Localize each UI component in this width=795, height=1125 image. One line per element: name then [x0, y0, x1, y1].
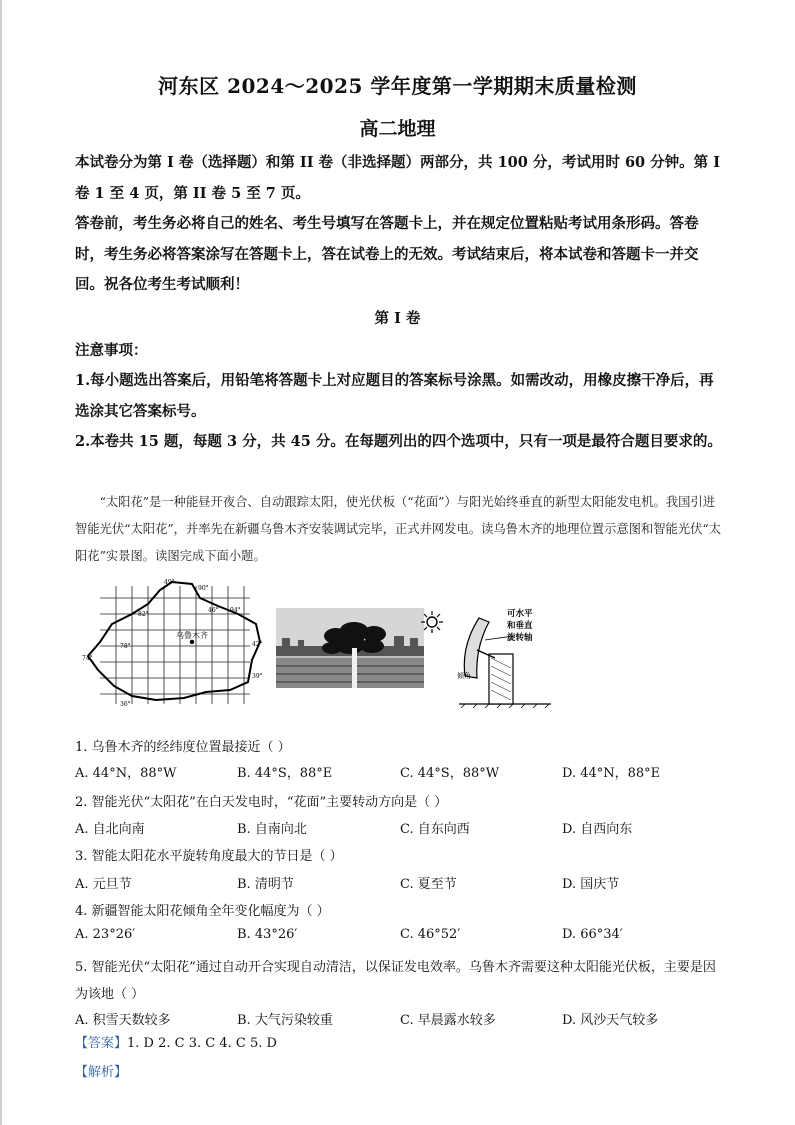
q3-option-d: D. 国庆节: [562, 877, 620, 892]
q4-option-a: A. 23°26′: [75, 927, 136, 942]
intro-paragraph: 本试卷分为第 I 卷（选择题）和第 II 卷（非选择题）两部分，共 100 分，考试用时 60 分钟。第 I 卷 1 至 4 页，第 II 卷 5 至 7 页。: [75, 154, 721, 202]
q4-option-d: D. 66°34′: [562, 927, 623, 942]
map-lat-39: 39°: [252, 673, 263, 680]
map-city-label: 乌鲁木齐: [176, 631, 208, 640]
q5-option-d: D. 风沙天气较多: [562, 1013, 659, 1028]
question-4-stem: 4. 新疆智能太阳花倾角全年变化幅度为（ ）: [75, 904, 330, 919]
q1-option-b: B. 44°S，88°E: [237, 766, 333, 781]
question-3-stem: 3. 智能太阳花水平旋转角度最大的节日是（ ）: [75, 849, 343, 864]
section-title: 第 I 卷: [374, 310, 421, 327]
sun-icon: [420, 610, 444, 634]
exam-title: 河东区 2024～2025 学年度第一学期期末质量检测: [158, 74, 637, 98]
axis-label-1: 可水平: [507, 609, 533, 619]
q5-option-a: A. 积雪天数较多: [75, 1013, 171, 1028]
urumqi-location-map: [80, 576, 265, 708]
q4-option-b: B. 43°26′: [237, 927, 298, 942]
map-lon-82: 82°: [138, 611, 149, 618]
notice-item-1: 1.每小题选出答案后，用铅笔将答题卡上对应题目的答案标号涂黑。如需改动，用橡皮擦干净后，再选涂其它答案标号。: [75, 372, 714, 420]
question-2-stem: 2. 智能光伏“太阳花”在白天发电时，“花面”主要转动方向是（ ）: [75, 795, 448, 810]
q2-option-a: A. 自北向南: [75, 822, 145, 837]
question-5-stem: 5. 智能光伏“太阳花”通过自动开合实现自动清洁，以保证发电效率。乌鲁木齐需要这种太阳能光伏板，主要是因为该地（ ）: [75, 960, 716, 1002]
page-edge: [0, 0, 2, 1125]
question-1-stem: 1. 乌鲁木齐的经纬度位置最接近（ ）: [75, 740, 291, 755]
q3-option-b: B. 清明节: [237, 877, 294, 892]
instructions-paragraph: 答卷前，考生务必将自己的姓名、考生号填写在答题卡上，并在规定位置粘贴考试用条形码。答卷时，考生务必将答案涂写在答题卡上，答在试卷上的无效。考试结束后，将本试卷和答题卡一并交回。祝各位考生考试顺利！: [75, 215, 699, 293]
q3-option-a: A. 元旦节: [75, 877, 132, 892]
map-lat-46: 46°: [208, 607, 219, 614]
q4-option-c: C. 46°52′: [400, 927, 461, 942]
subject-title: 高二地理: [359, 118, 436, 140]
q5-option-c: C. 早晨露水较多: [400, 1013, 496, 1028]
answer-label: 【答案】: [75, 1036, 128, 1051]
reading-passage: “太阳花”是一种能昼开夜合、自动跟踪太阳，使光伏板（“花面”）与阳光始终垂直的新型太阳能发电机。我国引进智能光伏“太阳花”，并率先在新疆乌鲁木齐安装调试完毕，正式并网发电。读乌鲁木齐的地理位置示意图和智能光伏“太阳花”实景图。读图完成下面小题。: [75, 495, 722, 563]
map-lat-36: 36°: [120, 701, 131, 708]
map-lat-42: 42°: [252, 641, 263, 648]
q2-option-d: D. 自西向东: [562, 822, 633, 837]
axis-label-3: 旋转轴: [507, 633, 533, 643]
tilt-label: 倾角: [457, 672, 471, 680]
map-lon-74: 74°: [82, 655, 93, 662]
analysis-label: 【解析】: [75, 1065, 128, 1080]
answer-key: [75, 1032, 277, 1051]
map-lat-49: 49°: [164, 579, 175, 586]
rotation-diagram: [455, 606, 555, 708]
sunflower-photo: [276, 608, 424, 688]
notice-item-2: 2.本卷共 15 题，每题 3 分，共 45 分。在每题列出的四个选项中，只有一项是最符合题目要求的。: [75, 433, 722, 450]
answer-text: 1. D 2. C 3. C 4. C 5. D: [127, 1036, 277, 1051]
q1-option-a: A. 44°N，88°W: [75, 766, 177, 781]
notice-heading: 注意事项：: [75, 342, 148, 359]
q2-option-c: C. 自东向西: [400, 822, 470, 837]
map-lon-90: 90°: [198, 585, 209, 592]
q2-option-b: B. 自南向北: [237, 822, 307, 837]
q1-option-c: C. 44°S，88°W: [400, 766, 500, 781]
q3-option-c: C. 夏至节: [400, 877, 457, 892]
map-lon-78: 78°: [120, 643, 131, 650]
axis-label-2: 和垂直: [507, 621, 533, 631]
map-lon-94: 94°: [230, 607, 241, 614]
q1-option-d: D. 44°N，88°E: [562, 766, 661, 781]
q5-option-b: B. 大气污染较重: [237, 1013, 333, 1028]
